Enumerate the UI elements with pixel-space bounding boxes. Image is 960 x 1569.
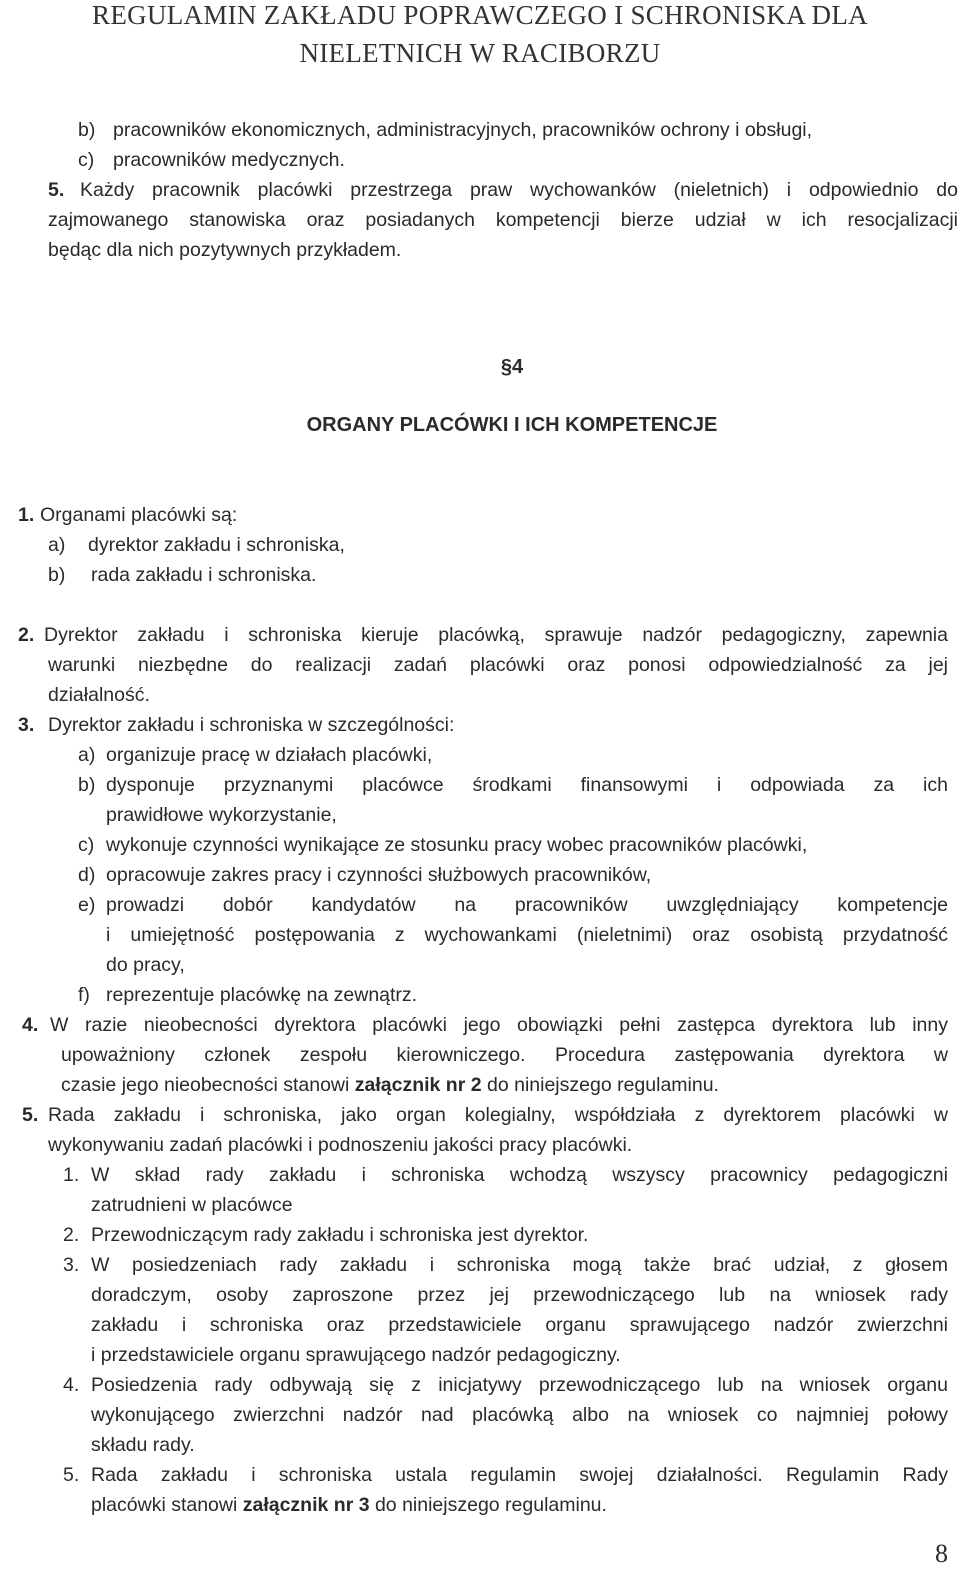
list-label: f) [78,984,90,1006]
list-item-text: dysponuje przyznanymi placówce środkami finansowymi i odpowiada za ich [106,774,948,796]
paragraph-line: zajmowanego stanowiska oraz posiadanych kompetencji bierze udział w ich resocjalizacji [48,209,958,231]
list-label: 2. [63,1224,80,1246]
paragraph-line: Każdy pracownik placówki przestrzega praw wychowanków (nieletnich) i odpowiednio do [80,179,958,201]
list-item-text: wykonującego zwierzchni nadzór nad placówką albo na wniosek co najmniej połowy [91,1404,948,1426]
list-item-text: prawidłowe wykorzystanie, [106,804,337,826]
list-item-text: zakładu i schroniska oraz przedstawiciele organu sprawującego nadzór zwierzchni [91,1314,948,1336]
paragraph-line: Dyrektor zakładu i schroniska kieruje placówką, sprawuje nadzór pedagogiczny, zapewnia [44,624,948,646]
paragraph-line: Dyrektor zakładu i schroniska w szczególności: [48,714,455,736]
paragraph-number: 4. [22,1014,39,1036]
list-label: c) [78,834,95,856]
paragraph-number: 5. [48,179,65,201]
list-label: b) [48,564,66,586]
list-item-text: doradczym, osoby zaproszone przez jej przewodniczącego lub na wniosek rady [91,1284,948,1306]
text-run: czasie jego nieobecności stanowi [61,1074,355,1096]
list-item-text: składu rady. [91,1434,195,1456]
list-item-text: wykonuje czynności wynikające ze stosunku pracy wobec pracowników placówki, [106,834,808,856]
attachment-reference: załącznik nr 2 [354,1074,482,1096]
list-label: d) [78,864,96,886]
list-item-text: W skład rady zakładu i schroniska wchodzą wszyscy pracownicy pedagogiczni [91,1164,948,1186]
page-header [0,0,960,70]
header-title-line-1: REGULAMIN ZAKŁADU POPRAWCZEGO I SCHRONISKA DLA [92,0,868,30]
list-item-text: pracowników ekonomicznych, administracyjnych, pracowników ochrony i obsługi, [113,119,813,141]
list-label: a) [78,744,96,766]
text-run: do niniejszego regulaminu. [481,1074,719,1096]
list-item-text: Przewodniczącym rady zakładu i schroniska jest dyrektor. [91,1224,589,1246]
list-label: b) [78,774,96,796]
list-item-text: zatrudnieni w placówce [91,1194,293,1216]
list-label: b) [78,119,96,141]
text-run: do niniejszego regulaminu. [369,1494,607,1516]
section-title: ORGANY PLACÓWKI I ICH KOMPETENCJE [306,414,718,436]
list-item-text: rada zakładu i schroniska. [91,564,317,586]
paragraph-line: będąc dla nich pozytywnych przykładem. [48,239,402,261]
section-number: §4 [500,356,524,378]
list-label: 3. [63,1254,80,1276]
paragraph-line: warunki niezbędne do realizacji zadań placówki oraz ponosi odpowiedzialność za jej [48,654,948,676]
paragraph-number: 1. [18,504,35,526]
paragraph-line: wykonywaniu zadań placówki i podnoszeniu jakości pracy placówki. [48,1134,633,1156]
list-item-text: i przedstawiciele organu sprawującego nadzór pedagogiczny. [91,1344,621,1366]
paragraph-line: upoważniony członek zespołu kierowniczego. Procedura zastępowania dyrektora w [61,1044,948,1066]
paragraph-line: W razie nieobecności dyrektora placówki jego obowiązki pełni zastępca dyrektora lub inny [50,1014,948,1036]
paragraph-number: 5. [22,1104,39,1126]
list-label: 1. [63,1164,80,1186]
attachment-reference: załącznik nr 3 [242,1494,370,1516]
list-item-text: Posiedzenia rady odbywają się z inicjatywy przewodniczącego lub na wniosek organu [91,1374,948,1396]
paragraph-line: działalność. [48,684,150,706]
list-label: 4. [63,1374,80,1396]
list-label: 5. [63,1464,80,1486]
list-item-text: prowadzi dobór kandydatów na pracowników uwzględniający kompetencje [106,894,948,916]
list-label: c) [78,149,95,171]
list-item-text: W posiedzeniach rady zakładu i schroniska mogą także brać udział, z głosem [91,1254,948,1276]
list-label: a) [48,534,66,556]
list-item-text: Rada zakładu i schroniska ustala regulamin swojej działalności. Regulamin Rady [91,1464,948,1486]
paragraph-line: Rada zakładu i schroniska, jako organ kolegialny, współdziała z dyrektorem placówki w [48,1104,948,1126]
list-item-text: organizuje pracę w działach placówki, [106,744,433,766]
list-item-text: do pracy, [106,954,185,976]
paragraph-number: 3. [18,714,35,736]
list-label: e) [78,894,96,916]
list-item-text: reprezentuje placówkę na zewnątrz. [106,984,418,1006]
paragraph-number: 2. [18,624,35,646]
header-title-line-2: NIELETNICH W RACIBORZU [299,38,661,68]
list-item-text: dyrektor zakładu i schroniska, [88,534,345,556]
list-item-text: pracowników medycznych. [113,149,345,171]
paragraph-line [61,1070,719,1100]
list-item-text: opracowuje zakres pracy i czynności służbowych pracowników, [106,864,652,886]
list-item-text: i umiejętność postępowania z wychowankami (nieletnimi) oraz osobistą przydatność [106,924,948,946]
paragraph-line: Organami placówki są: [40,504,238,526]
text-run: placówki stanowi [91,1494,243,1516]
page-number: 8 [935,1539,948,1568]
list-item-text [91,1490,607,1520]
